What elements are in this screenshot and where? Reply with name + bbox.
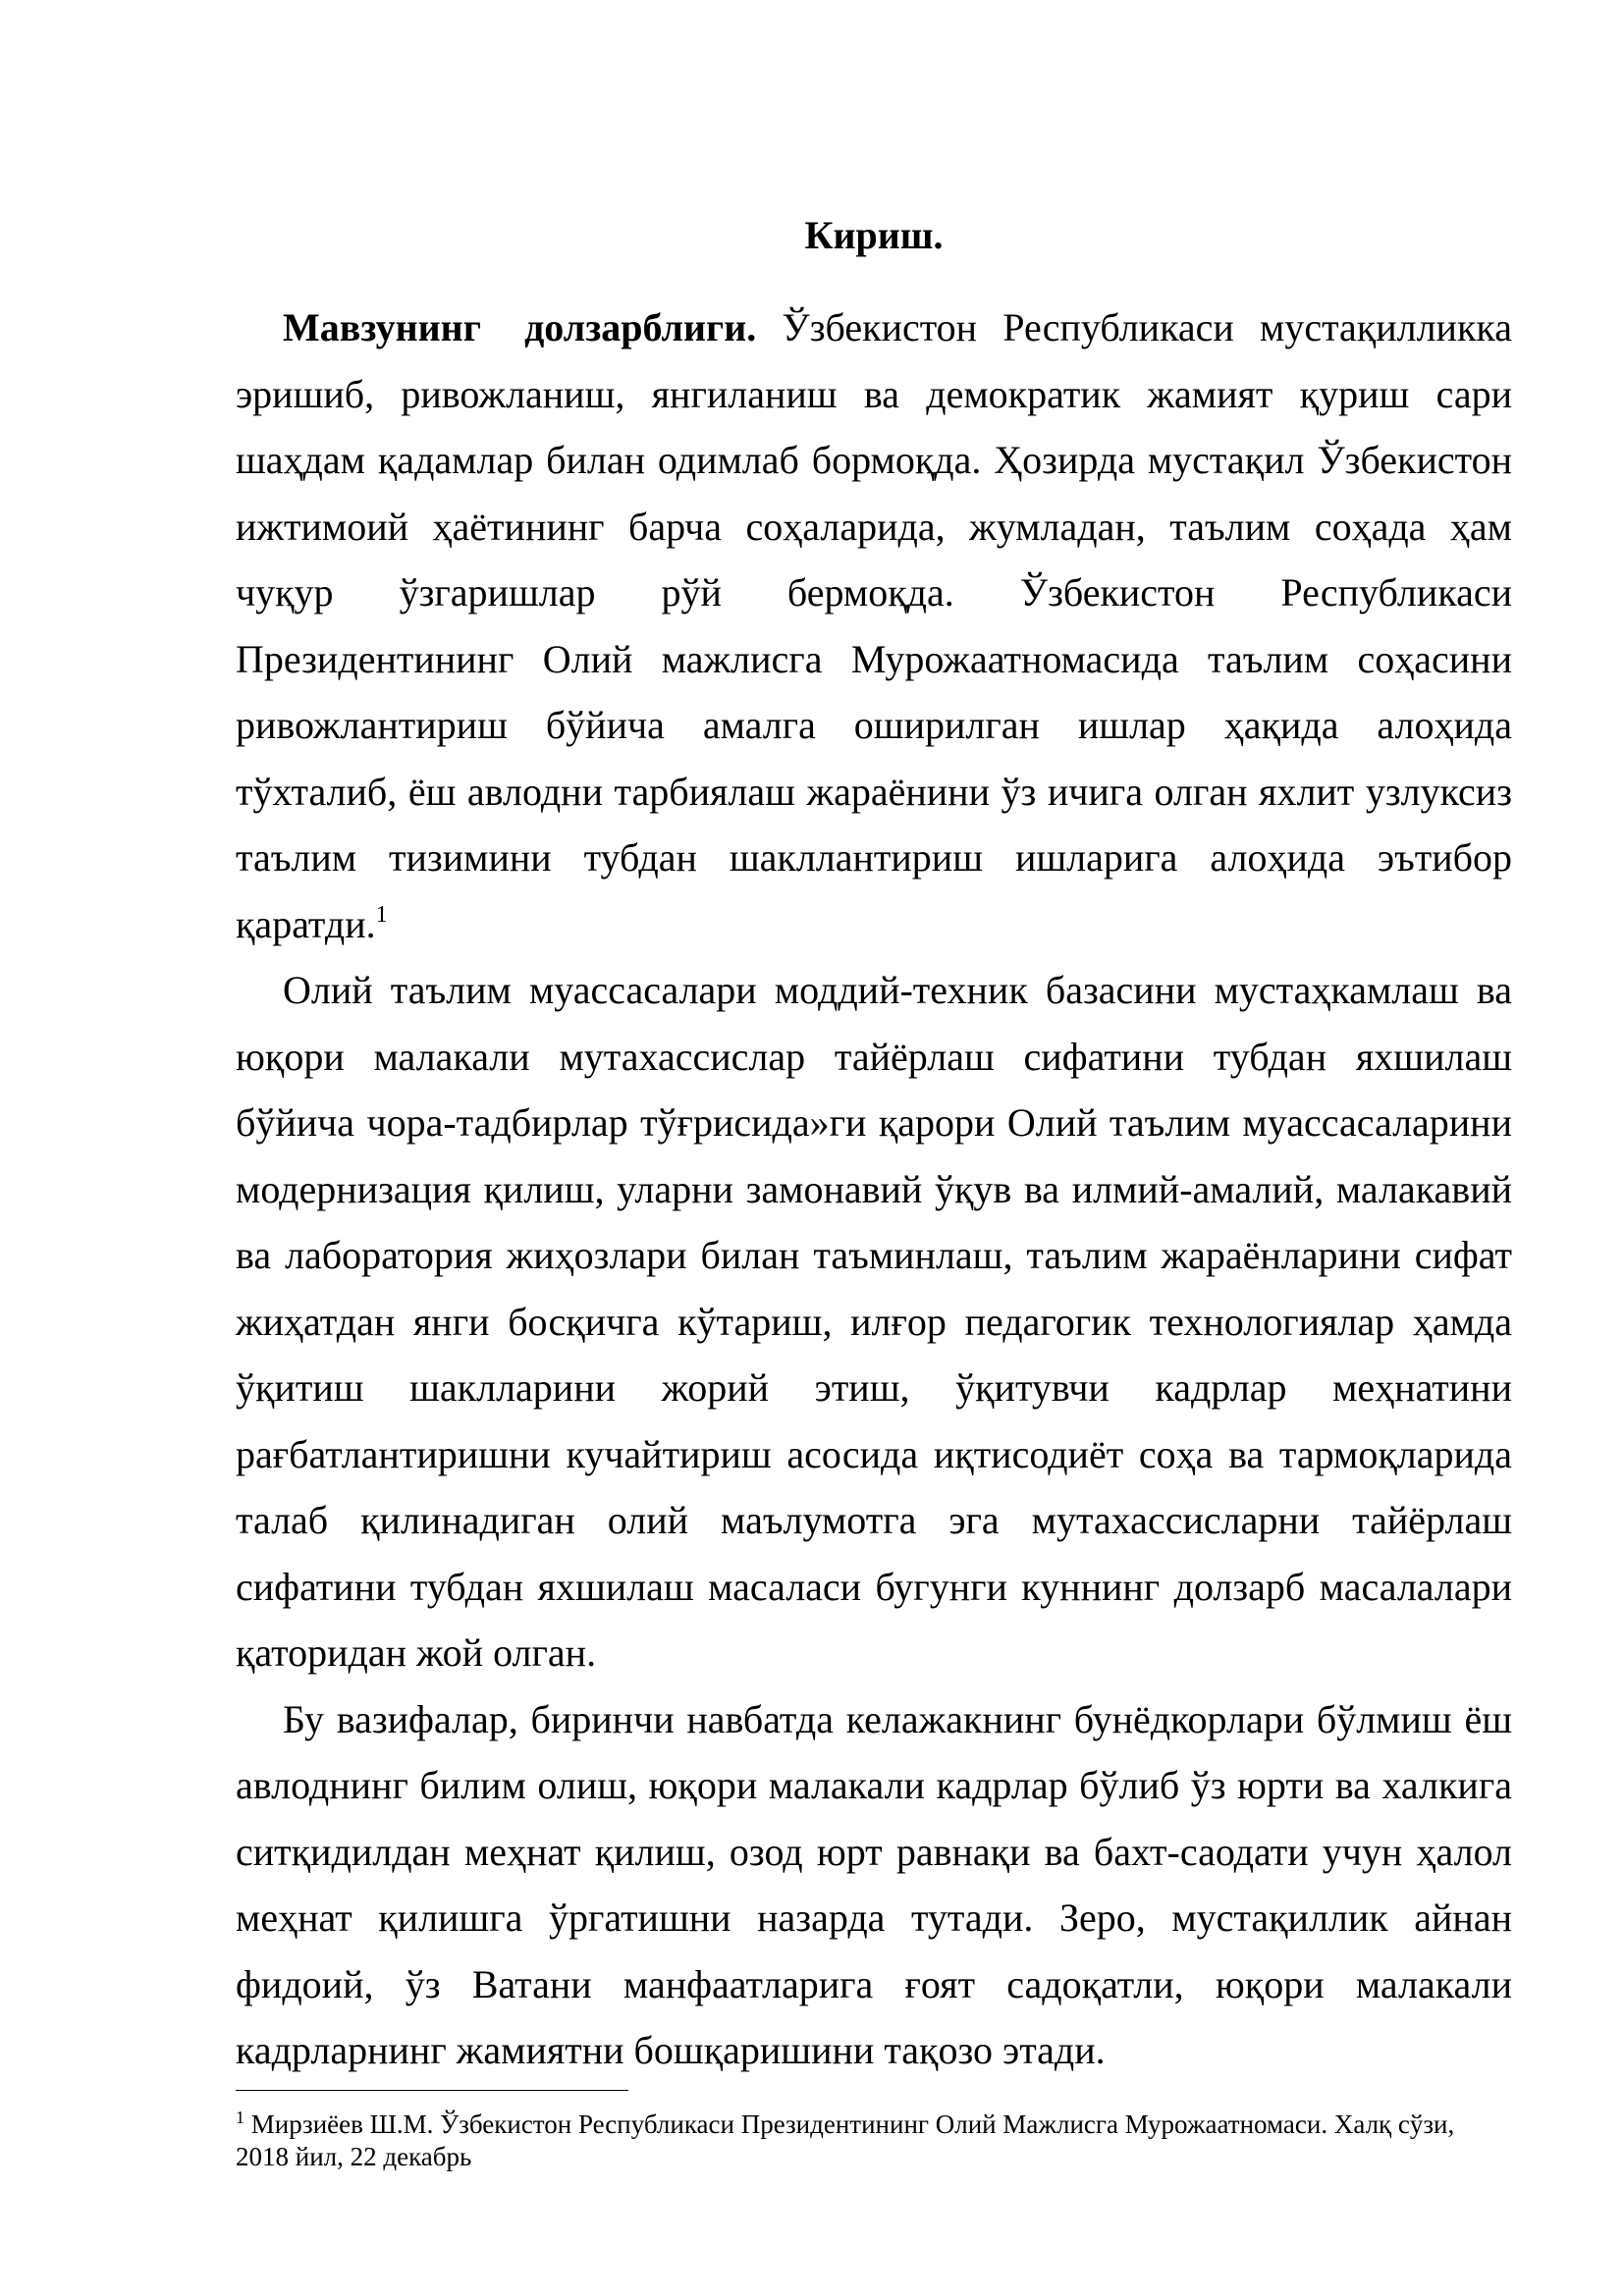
footnote-separator <box>236 2090 628 2091</box>
footnote-text: Мирзиёев Ш.М. Ўзбекистон Республикаси Президентининг Олий Мажлисга Мурожаатномаси. Халқ сўзи, 2018 йил, 22 декабрь <box>236 2109 1455 2171</box>
paragraph-text: Бу вазифалар, биринчи навбатда келажакнинг бунёдкорлари бўлмиш ёш авлоднинг билим олиш, юқори малакали кадрлар бўлиб ўз юрти ва халкига ситқидилдан меҳнат қилиш, озод юрт равнақи ва бахт-саодати учун ҳалол меҳнат қилишга ўргатишни назарда тутади. Зеро, мустақиллик айнан фидоий, ўз Ватани манфаатларига ғоят садоқатли, юқори малакали кадрларнинг жамиятни бошқаришини тақозо этади. <box>236 1696 1512 2072</box>
footnote-reference[interactable]: 1 <box>375 901 388 928</box>
paragraph-relevance <box>236 294 1512 957</box>
paragraph-tasks <box>236 1686 1512 2084</box>
paragraph-higher-education <box>236 957 1512 1686</box>
paragraph-text: Олий таълим муассасалари моддий-техник базасини мустаҳкамлаш ва юқори малакали мутахассислар тайёрлаш сифатини тубдан яхшилаш бўйича чора-тадбирлар тўғрисида»ги қарори Олий таълим муассасаларини модернизация қилиш, уларни замонавий ўқув ва илмий-амалий, малакавий ва лаборатория жиҳозлари билан таъминлаш, таълим жараёнларини сифат жиҳатдан янги босқичга кўтариш, илғор педагогик технологиялар ҳамда ўқитиш шаклларини жорий этиш, ўқитувчи кадрлар меҳнатини рағбатлантиришни кучайтириш асосида иқтисодиёт соҳа ва тармоқларида талаб қилинадиган олий маълумотга эга мутахассисларни тайёрлаш сифатини тубдан яхшилаш масаласи бугунги куннинг долзарб масалалари қаторидан жой олган. <box>236 968 1512 1675</box>
footnote-number: 1 <box>236 2108 244 2127</box>
page-title: Кириш. <box>804 213 944 257</box>
paragraph-lead: Мавзунинг долзарблиги. <box>283 305 757 349</box>
paragraph-text: Ўзбекистон Республикаси мустақилликка эришиб, ривожланиш, янгиланиш ва демократик жамият қуриш сари шаҳдам қадамлар билан одимлаб бормоқда. Ҳозирда мустақил Ўзбекистон ижтимоий ҳаётининг барча соҳаларида, жумладан, таълим соҳада ҳам чуқур ўзгаришлар рўй бермоқда. Ўзбекистон Республикаси Президентининг Олий мажлисга Мурожаатномасида таълим соҳасини ривожлантириш бўйича амалга оширилган ишлар ҳақида алоҳида тўхталиб, ёш авлодни тарбиялаш жараёнини ўз ичига олган яхлит узлуксиз таълим тизимини тубдан шакллантириш ишларига алоҳида эътибор қаратди. <box>236 305 1512 946</box>
document-body <box>236 294 1512 2084</box>
footnote <box>236 2109 1512 2173</box>
